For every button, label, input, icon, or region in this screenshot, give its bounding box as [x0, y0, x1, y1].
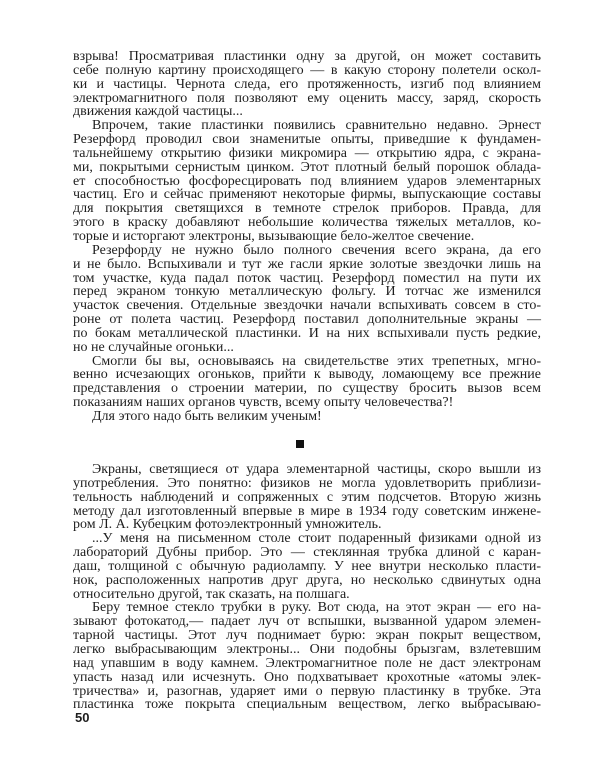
text-line: перед экраном тонкую металлическую фольгу. И тотчас же изменился	[73, 284, 541, 300]
text-line: Резерфорд проводил свои знаменитые опыты, приведшие к фундамен-	[73, 132, 541, 148]
text-line: для покрытия светящихся в темноте стрелок приборов. Правда, для	[73, 201, 541, 217]
text-section-1	[73, 50, 541, 424]
text-line: этого в краску добавляют небольшие количества тяжелых металлов, ко-	[73, 215, 541, 231]
paragraph	[73, 50, 541, 119]
paragraph	[73, 244, 541, 355]
text-line: Беру темное стекло трубки в руку. Вот сюда, на этот экран — его на-	[92, 600, 541, 616]
paragraph	[73, 355, 541, 410]
text-line: тальнейшему открытию физики микромира — открытию ядра, с экрана-	[73, 145, 541, 161]
text-line: движения каждой частицы...	[73, 104, 243, 120]
text-line: но не случайные огоньки...	[73, 339, 234, 355]
paragraph	[73, 410, 541, 424]
text-line: Для этого надо быть великим ученым!	[92, 408, 322, 424]
text-line: ки и частицы. Чернота следа, его протяженность, изгиб под влиянием	[73, 76, 541, 92]
section-separator-square-icon	[296, 440, 304, 448]
text-section-2	[73, 463, 541, 712]
text-line: роне от полета частиц. Резерфорд поставил дополнительные экраны —	[73, 312, 541, 328]
text-line: тричества» и, разогнав, ударяет ими о первую пластинку в трубке. Эта	[73, 683, 541, 699]
text-line: методу дал изготовленный впервые в мире в 1934 году советским инжене-	[73, 503, 541, 519]
text-line: взрыва! Просматривая пластинки одну за другой, он может составить	[73, 49, 541, 64]
text-line: ...У меня на письменном столе стоит подаренный физиками одной из	[92, 531, 541, 547]
text-line: нок, расположенных напротив друг друга, но несколько сдвинутых одна	[73, 572, 541, 588]
text-line: легко выбрасывающим электроны... Они подобны брызгам, взлетевшим	[73, 641, 541, 657]
text-line: по бокам металлической пластинки. И на них вспыхивали пусть редкие,	[73, 325, 541, 341]
text-line: частиц. Его и сейчас применяют некоторые фирмы, выпускающие составы	[73, 187, 541, 203]
text-line: даш, толщиной с обычную радиолампу. У нее внутри несколько пласти-	[73, 558, 541, 574]
text-line: и не было. Вспыхивали и тут же гасли яркие золотые звездочки лишь на	[73, 256, 541, 272]
paragraph	[73, 601, 541, 712]
text-line: относительно другой, так сказать, на полшага.	[73, 586, 350, 602]
text-line: участок свечения. Отдельные звездочки начали вспыхивать совсем в сто-	[73, 298, 541, 314]
text-line: ром Л. А. Кубецким фотоэлектронный умножитель.	[73, 517, 382, 533]
text-line: Смогли бы вы, основываясь на свидетельстве этих трепетных, мгно-	[92, 353, 541, 369]
text-line: пластинка тоже покрыта специальным веществом, легко выбрасываю-	[73, 697, 541, 713]
text-line: Впрочем, такие пластинки появились сравнительно недавно. Эрнест	[92, 118, 541, 134]
text-line: представления о строении материи, по существу бросить вызов всем	[73, 381, 541, 397]
page-number: 50	[75, 710, 90, 725]
paragraph	[73, 463, 541, 532]
text-line: лабораторий Дубны прибор. Это — стеклянная трубка длиной с каран-	[73, 545, 541, 561]
text-line: показаниям наших органов чувств, всему опыту человечества?!	[73, 395, 454, 411]
text-line: тарной частицы. Этот луч поднимает бурю: экран покрыт веществом,	[73, 628, 541, 644]
text-line: ет способностью фосфоресцировать под влиянием ударов элементарных	[73, 173, 541, 189]
text-line: употребления. Это понятно: физиков не могла удовлетворить приблизи-	[73, 475, 541, 491]
text-line: электромагнитного поля позволяют ему оценить массу, заряд, скорость	[73, 90, 541, 106]
text-line: торые и исторгают электроны, вызывающие бело-желтое свечение.	[73, 228, 475, 244]
text-line: тельность наблюдений и сопряженных с этим подсчетов. Вторую жизнь	[73, 489, 541, 505]
text-line: Экраны, светящиеся от удара элементарной частицы, скоро вышли из	[92, 462, 541, 477]
text-line: себе полную картину происходящего — в какую сторону полетели оскол-	[73, 62, 541, 78]
text-line: том участке, куда падал поток частиц. Резерфорд поместил на пути их	[73, 270, 541, 286]
paragraph	[73, 119, 541, 244]
paragraph	[73, 532, 541, 601]
text-line: ми, покрытыми сернистым цинком. Этот плотный белый порошок облада-	[73, 159, 541, 175]
text-line: упасть назад или исчезнуть. Оно подхватывает крохотные «атомы элек-	[73, 669, 541, 685]
text-line: зывают фотокатод,— падает луч от вспышки, вызванной ударом элемен-	[73, 614, 541, 630]
text-line: венно исчезающих огоньков, прийти к выводу, ломающему все прежние	[73, 367, 541, 383]
text-line: над упавшим в воду камнем. Электромагнитное поле не даст электронам	[73, 655, 541, 671]
text-line: Резерфорду не нужно было полного свечения всего экрана, да его	[92, 242, 541, 258]
